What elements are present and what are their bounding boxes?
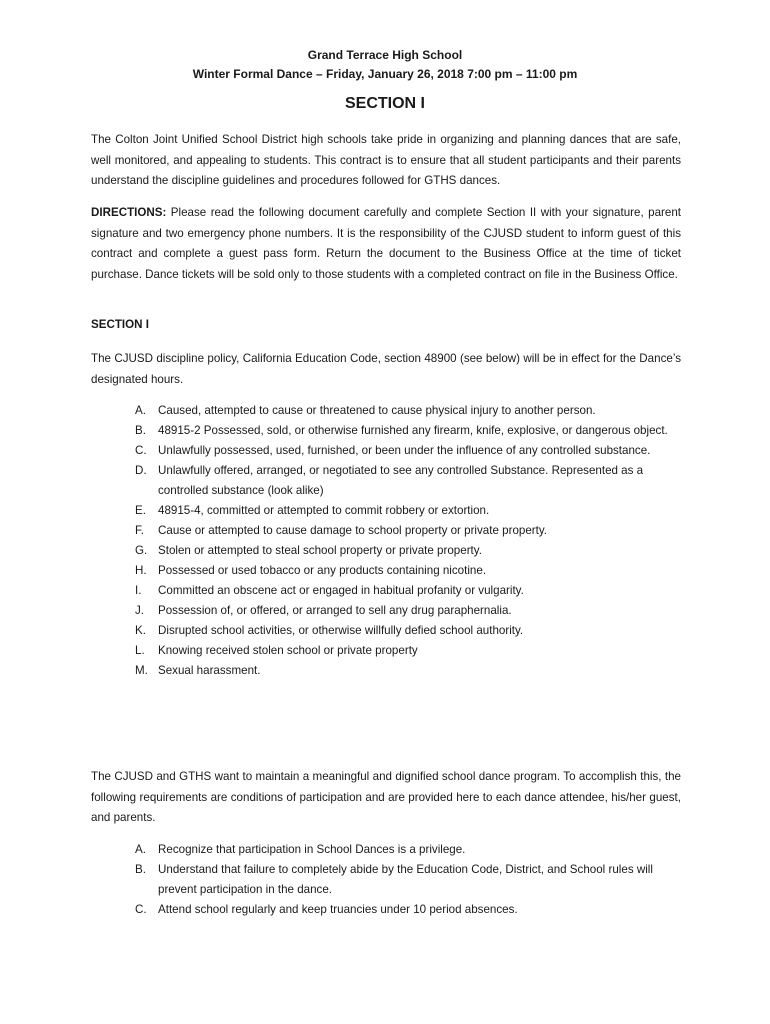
list-item: C. Attend school regularly and keep truancies under 10 period absences. <box>135 903 518 916</box>
section-title: SECTION I <box>344 95 425 112</box>
list-item: L. Knowing received stolen school or private property <box>135 644 418 657</box>
requirements-list <box>135 840 680 920</box>
directions-label: DIRECTIONS: <box>91 206 167 219</box>
list-item: B. Understand that failure to completely abide by the Education Code, District, and School rules will prevent participation in the dance. <box>135 863 653 896</box>
violations-list <box>135 401 680 681</box>
list-item: H. Possessed or used tobacco or any products containing nicotine. <box>135 564 487 577</box>
list-item: B. 48915-2 Possessed, sold, or otherwise furnished any firearm, knife, explosive, or dangerous object. <box>135 424 668 437</box>
list-item: C. Unlawfully possessed, used, furnished, or been under the influence of any controlled substance. <box>135 444 651 457</box>
list-item: K. Disrupted school activities, or otherwise willfully defied school authority. <box>135 624 524 637</box>
directions-text: Please read the following document carefully and complete Section II with your signature, parent signature and two emergency phone numbers. It is the responsibility of the CJUSD student to inform guest of this contract and complete a guest pass form. Return the document to the Business Office at the time of ticket purchase. Dance tickets will be sold only to those students with a completed contract on file in the Business Office. <box>91 206 681 281</box>
intro-paragraph: The Colton Joint Unified School District high schools take pride in organizing and planning dances that are safe, well monitored, and appealing to students. This contract is to ensure that all student participants and their parents understand the discipline guidelines and procedures followed for GTHS dances. <box>91 133 681 187</box>
school-name: Grand Terrace High School <box>307 48 463 62</box>
directions-paragraph <box>91 203 681 285</box>
list-item: E. 48915-4, committed or attempted to commit robbery or extortion. <box>135 504 490 517</box>
list-item: M. Sexual harassment. <box>135 664 261 677</box>
event-title: Winter Formal Dance – Friday, January 26, 2018 7:00 pm – 11:00 pm <box>192 67 578 81</box>
list-item: D. Unlawfully offered, arranged, or negotiated to see any controlled Substance. Represented as a controlled substance (look alike) <box>135 464 644 497</box>
list-item: I. Committed an obscene act or engaged in habitual profanity or vulgarity. <box>135 584 524 597</box>
requirements-intro-paragraph: The CJUSD and GTHS want to maintain a meaningful and dignified school dance program. To accomplish this, the following requirements are conditions of participation and are provided here to each dance attendee, his/her guest, and parents. <box>91 770 681 824</box>
policy-intro-paragraph: The CJUSD discipline policy, California Education Code, section 48900 (see below) will be in effect for the Dance’s designated hours. <box>91 352 681 386</box>
list-item: F. Cause or attempted to cause damage to school property or private property. <box>135 524 548 537</box>
section-subhead: SECTION I <box>91 318 149 331</box>
list-item: G. Stolen or attempted to steal school property or private property. <box>135 544 482 557</box>
list-item: J. Possession of, or offered, or arranged to sell any drug paraphernalia. <box>135 604 512 617</box>
list-item: A. Recognize that participation in School Dances is a privilege. <box>135 843 466 856</box>
list-item: A. Caused, attempted to cause or threatened to cause physical injury to another person. <box>135 404 596 417</box>
